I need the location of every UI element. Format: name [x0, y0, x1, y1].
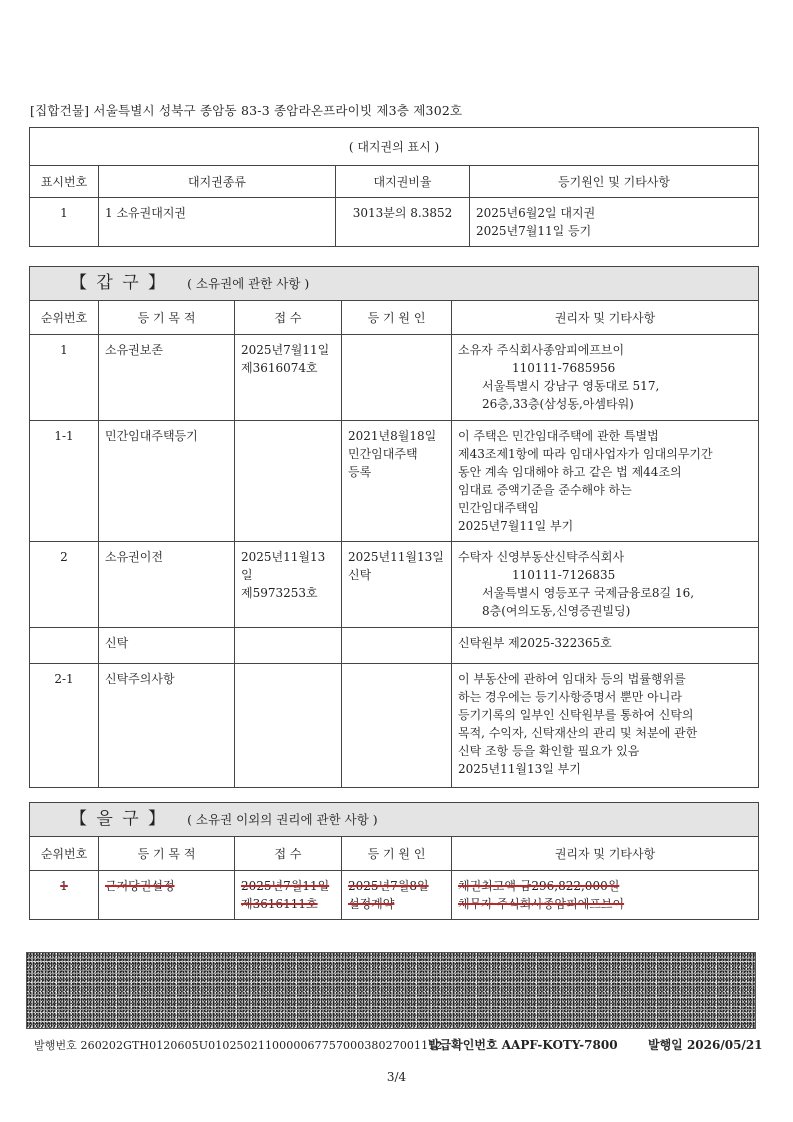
col-rights-holder: 권리자 및 기타사항: [452, 837, 759, 871]
rights-detail: 수탁자 신영부동산신탁주식회사 110111-7126835 서울특별시 영등포구 국제금융로8길 16, 8층(여의도동,신영증권빌딩): [452, 542, 759, 628]
document-header: [집합건물] 서울특별시 성북구 종암동 83-3 종암라온프라이빗 제3층 제302호: [30, 103, 463, 118]
rank-no: 1: [30, 335, 99, 421]
purpose: 신탁: [99, 628, 235, 664]
col-land-ratio: 대지권비율: [336, 166, 470, 198]
col-rank-no: 순위번호: [30, 837, 99, 871]
col-rights-holder: 권리자 및 기타사항: [452, 301, 759, 335]
table-row: [30, 664, 759, 788]
confirmation-number: 발급확인번호 AAPF-KOTY-7800: [428, 1038, 618, 1052]
issue-date: 발행일 2026/05/21: [648, 1038, 763, 1052]
col-receipt: 접 수: [235, 301, 342, 335]
receipt: 2025년7월11일 제3616074호: [235, 335, 342, 421]
col-purpose: 등 기 목 적: [99, 301, 235, 335]
col-rank-no: 순위번호: [30, 301, 99, 335]
col-receipt: 접 수: [235, 837, 342, 871]
rank-no: 1-1: [30, 421, 99, 542]
rank-no: 2: [30, 542, 99, 628]
land-row-no: 1: [30, 198, 99, 247]
purpose: 신탁주의사항: [99, 664, 235, 788]
table-row: [30, 198, 759, 247]
purpose: 근저당권설정: [99, 871, 235, 920]
page-number: 3/4: [386, 1070, 407, 1084]
cause: 2025년7월8일 설정계약: [342, 871, 452, 920]
gap-section-table: [29, 266, 759, 788]
receipt: 2025년7월11일 제3616111호: [235, 871, 342, 920]
receipt: 2025년11월13일 제5973253호: [235, 542, 342, 628]
table-row: [30, 335, 759, 421]
rights-detail: 이 부동산에 관하여 임대차 등의 법률행위를 하는 경우에는 등기사항증명서 뿐만 아니라 등기기록의 일부인 신탁원부를 통하여 신탁의 목적, 수익자, 신탁재산의 관리 및 처분에 관한 신탁 조항 등을 확인할 필요가 있음 2025년11월13일 부기: [452, 664, 759, 788]
table-row: [30, 421, 759, 542]
land-rights-title: ( 대지권의 표시 ): [30, 128, 759, 166]
eul-section-table: [29, 802, 759, 920]
rank-no: 1: [30, 871, 99, 920]
purpose: 소유권이전: [99, 542, 235, 628]
cause: 2025년11월13일 신탁: [342, 542, 452, 628]
purpose: 소유권보존: [99, 335, 235, 421]
col-display-no: 표시번호: [30, 166, 99, 198]
land-rights-table: [29, 127, 759, 247]
cause: [342, 664, 452, 788]
rank-no: [30, 628, 99, 664]
cause: [342, 628, 452, 664]
issue-number: 발행번호 260202GTH0120605U01025021100000677570003802700​1112: [34, 1039, 443, 1052]
rights-detail: 채권최고액 금296,822,000원 채무자 주식회사종암피에프브이: [452, 871, 759, 920]
cause: [342, 335, 452, 421]
receipt: [235, 421, 342, 542]
rank-no: 2-1: [30, 664, 99, 788]
table-row: [30, 542, 759, 628]
receipt: [235, 628, 342, 664]
security-pattern-box: [26, 952, 756, 1029]
land-row-kind: 1 소유권대지권: [99, 198, 336, 247]
col-cause: 등 기 원 인: [342, 301, 452, 335]
col-cause: 등 기 원 인: [342, 837, 452, 871]
purpose: 민간임대주택등기: [99, 421, 235, 542]
gap-section-title: 【 갑 구 】 ( 소유권에 관한 사항 ): [30, 267, 759, 301]
table-row: [30, 871, 759, 920]
cause: 2021년8월18일 민간임대주택 등록: [342, 421, 452, 542]
receipt: [235, 664, 342, 788]
land-row-ratio: 3013분의 8.3852: [336, 198, 470, 247]
table-row: [30, 628, 759, 664]
land-row-notes: 2025년6월2일 대지권 2025년7월11일 등기: [470, 198, 759, 247]
col-land-kind: 대지권종류: [99, 166, 336, 198]
eul-section-title: 【 을 구 】 ( 소유권 이외의 권리에 관한 사항 ): [30, 803, 759, 837]
rights-detail: 신탁원부 제2025-322365호: [452, 628, 759, 664]
col-land-notes: 등기원인 및 기타사항: [470, 166, 759, 198]
rights-detail: 소유자 주식회사종암피에프브이 110111-7685956 서울특별시 강남구 영동대로 517, 26층,33층(삼성동,아셈타워): [452, 335, 759, 421]
col-purpose: 등 기 목 적: [99, 837, 235, 871]
rights-detail: 이 주택은 민간임대주택에 관한 특별법 제43조제1항에 따라 임대사업자가 임대의무기간 동안 계속 임대해야 하고 같은 법 제44조의 임대료 증액기준을 준수해야 하는 민간임대주택임 2025년7월11일 부기: [452, 421, 759, 542]
